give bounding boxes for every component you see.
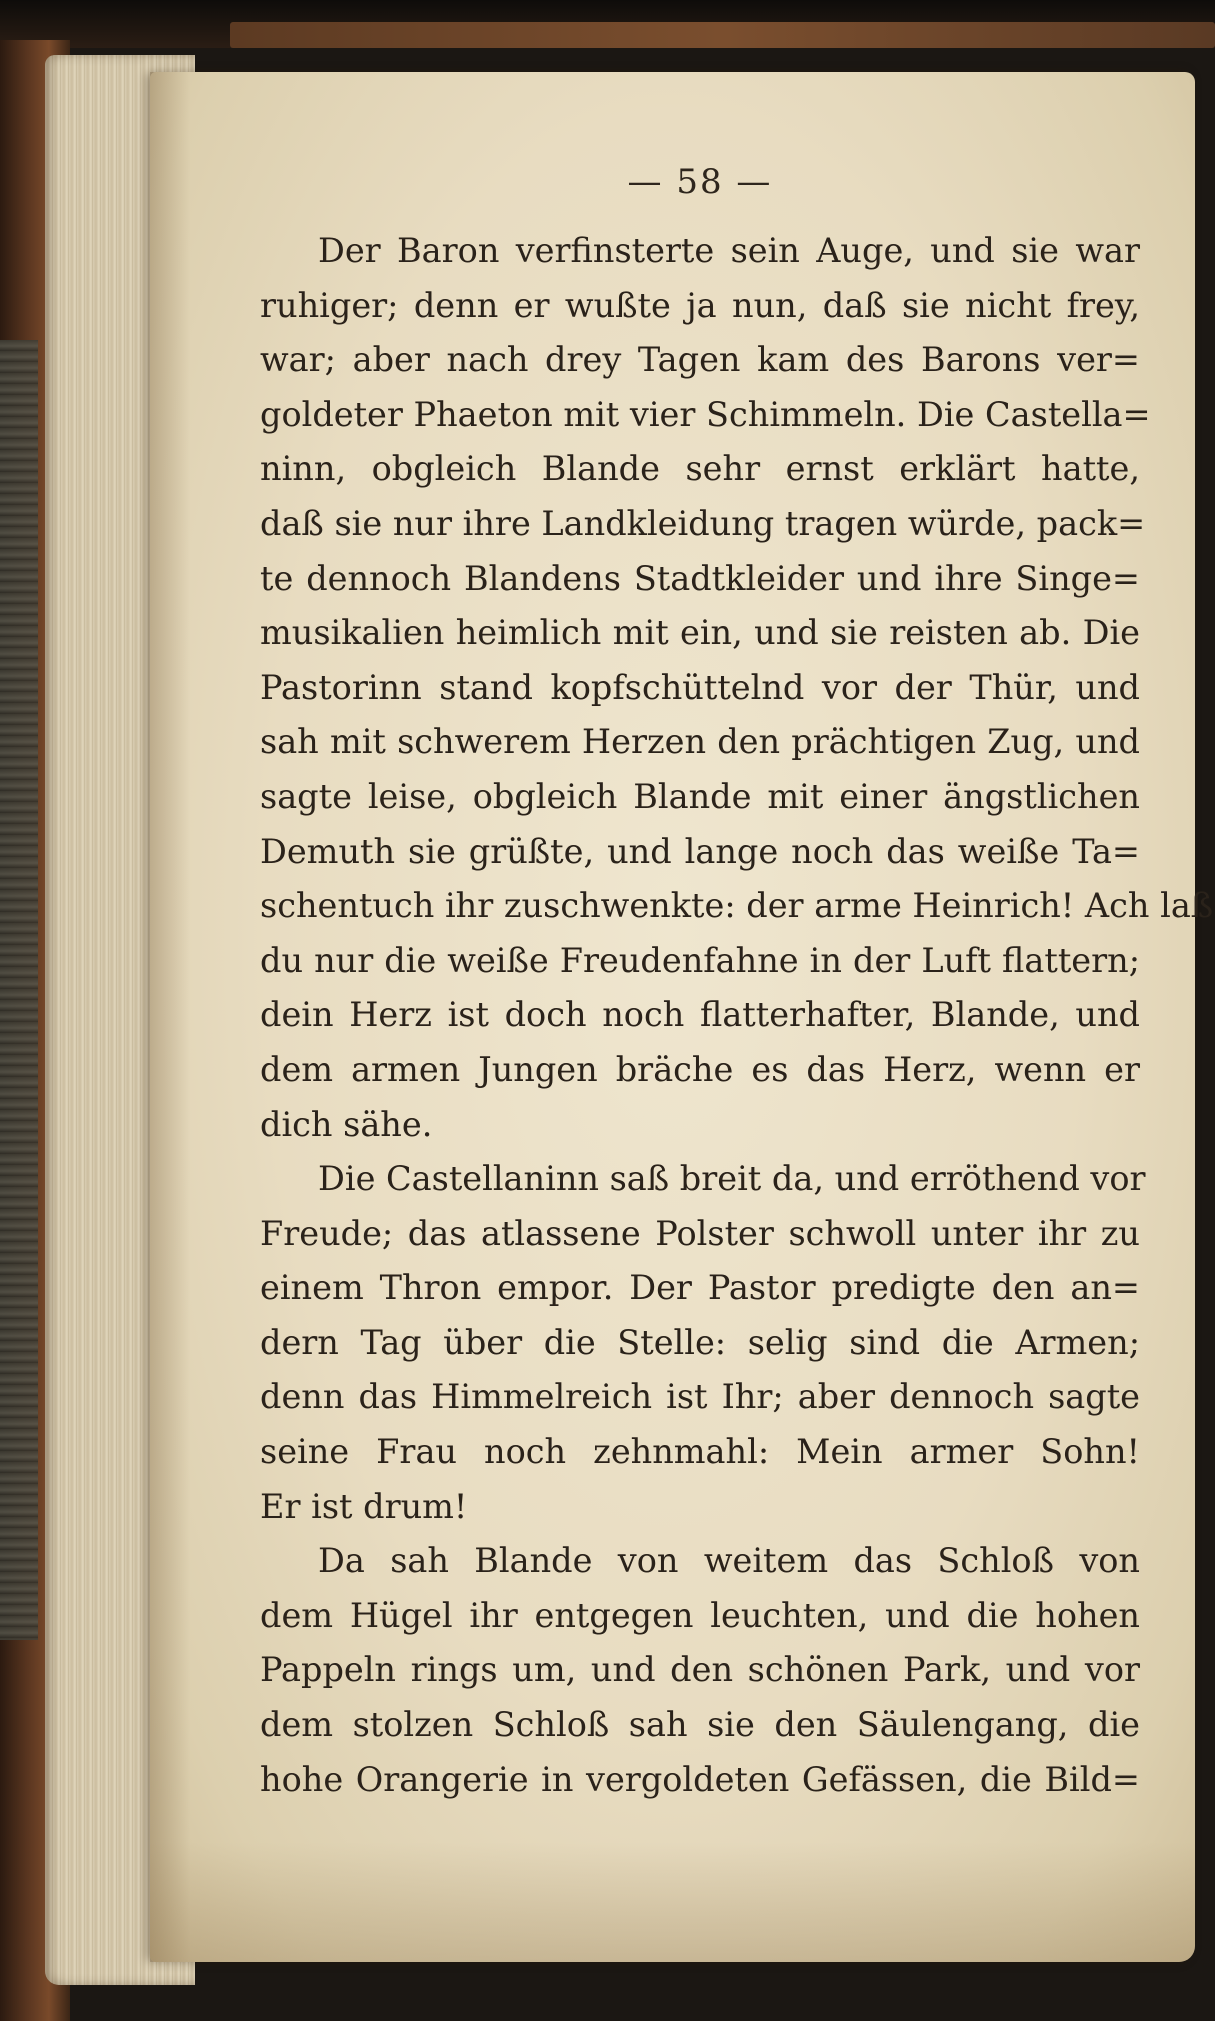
book-spine-texture xyxy=(0,340,38,1640)
text-line: Da sah Blande von weitem das Schloß von xyxy=(318,1541,1140,1581)
text-line: dich sähe. xyxy=(260,1104,433,1144)
text-line: sagte leise, obgleich Blande mit einer ängstlichen xyxy=(260,776,1140,816)
text-line: ruhiger; denn er wußte ja nun, daß sie nicht frey, xyxy=(260,285,1140,325)
text-line: dem armen Jungen bräche es das Herz, wenn er xyxy=(260,1049,1140,1089)
text-line: Der Baron verfinsterte sein Auge, und sie war xyxy=(318,231,1140,270)
text-line: einem Thron empor. Der Pastor predigte den an= xyxy=(260,1268,1140,1308)
book-page xyxy=(150,72,1214,1962)
text-line: Er ist drum! xyxy=(260,1486,468,1526)
text-line: dem stolzen Schloß sah sie den Säulengang, die xyxy=(260,1705,1140,1745)
text-line: Pappeln rings um, und den schönen Park, und vor xyxy=(260,1650,1140,1690)
text-line: seine Frau noch zehnmahl: Mein armer Sohn! xyxy=(260,1432,1140,1472)
text-line: dein Herz ist doch noch flatterhafter, Blande, und xyxy=(260,995,1140,1035)
text-line: dem Hügel ihr entgegen leuchten, und die hohen xyxy=(260,1595,1140,1635)
text-line: daß sie nur ihre Landkleidung tragen würde, pack= xyxy=(260,503,1146,543)
page-gutter-shadow xyxy=(150,72,190,1962)
text-line: schentuch ihr zuschwenkte: der arme Heinrich! Ach laß xyxy=(260,886,1214,926)
text-line: denn das Himmelreich ist Ihr; aber dennoch sagte xyxy=(260,1377,1140,1417)
text-line: Freude; das atlassene Polster schwoll unter ihr zu xyxy=(260,1213,1140,1253)
paragraph-1 xyxy=(260,224,1214,1152)
text-line: te dennoch Blandens Stadtkleider und ihre Singe= xyxy=(260,558,1140,598)
text-line: dern Tag über die Stelle: selig sind die Armen; xyxy=(260,1322,1140,1362)
text-line: goldeter Phaeton mit vier Schimmeln. Die Castella= xyxy=(260,394,1151,434)
text-line: Die Castellaninn saß breit da, und erröthend vor xyxy=(318,1159,1146,1199)
text-line: Demuth sie grüßte, und lange noch das weiße Ta= xyxy=(260,831,1140,871)
text-line: war; aber nach drey Tagen kam des Barons ver= xyxy=(260,340,1140,380)
page-text xyxy=(260,150,1214,1807)
paragraph-3 xyxy=(260,1534,1140,1807)
text-line: hohe Orangerie in vergoldeten Gefässen, die Bild= xyxy=(260,1759,1140,1799)
text-line: ninn, obgleich Blande sehr ernst erklärt hatte, xyxy=(260,449,1140,489)
paragraph-2 xyxy=(260,1152,1146,1534)
text-line: du nur die weiße Freudenfahne in der Luft flattern; xyxy=(260,940,1140,980)
text-line: sah mit schwerem Herzen den prächtigen Zug, und xyxy=(260,722,1140,762)
book-cover-top-strip xyxy=(230,22,1215,48)
page-bottom-shadow xyxy=(150,1842,1195,1962)
page-number: — 58 — xyxy=(627,162,773,202)
text-line: Pastorinn stand kopfschüttelnd vor der Thür, und xyxy=(260,667,1140,707)
text-line: musikalien heimlich mit ein, und sie reisten ab. Die xyxy=(260,613,1140,653)
